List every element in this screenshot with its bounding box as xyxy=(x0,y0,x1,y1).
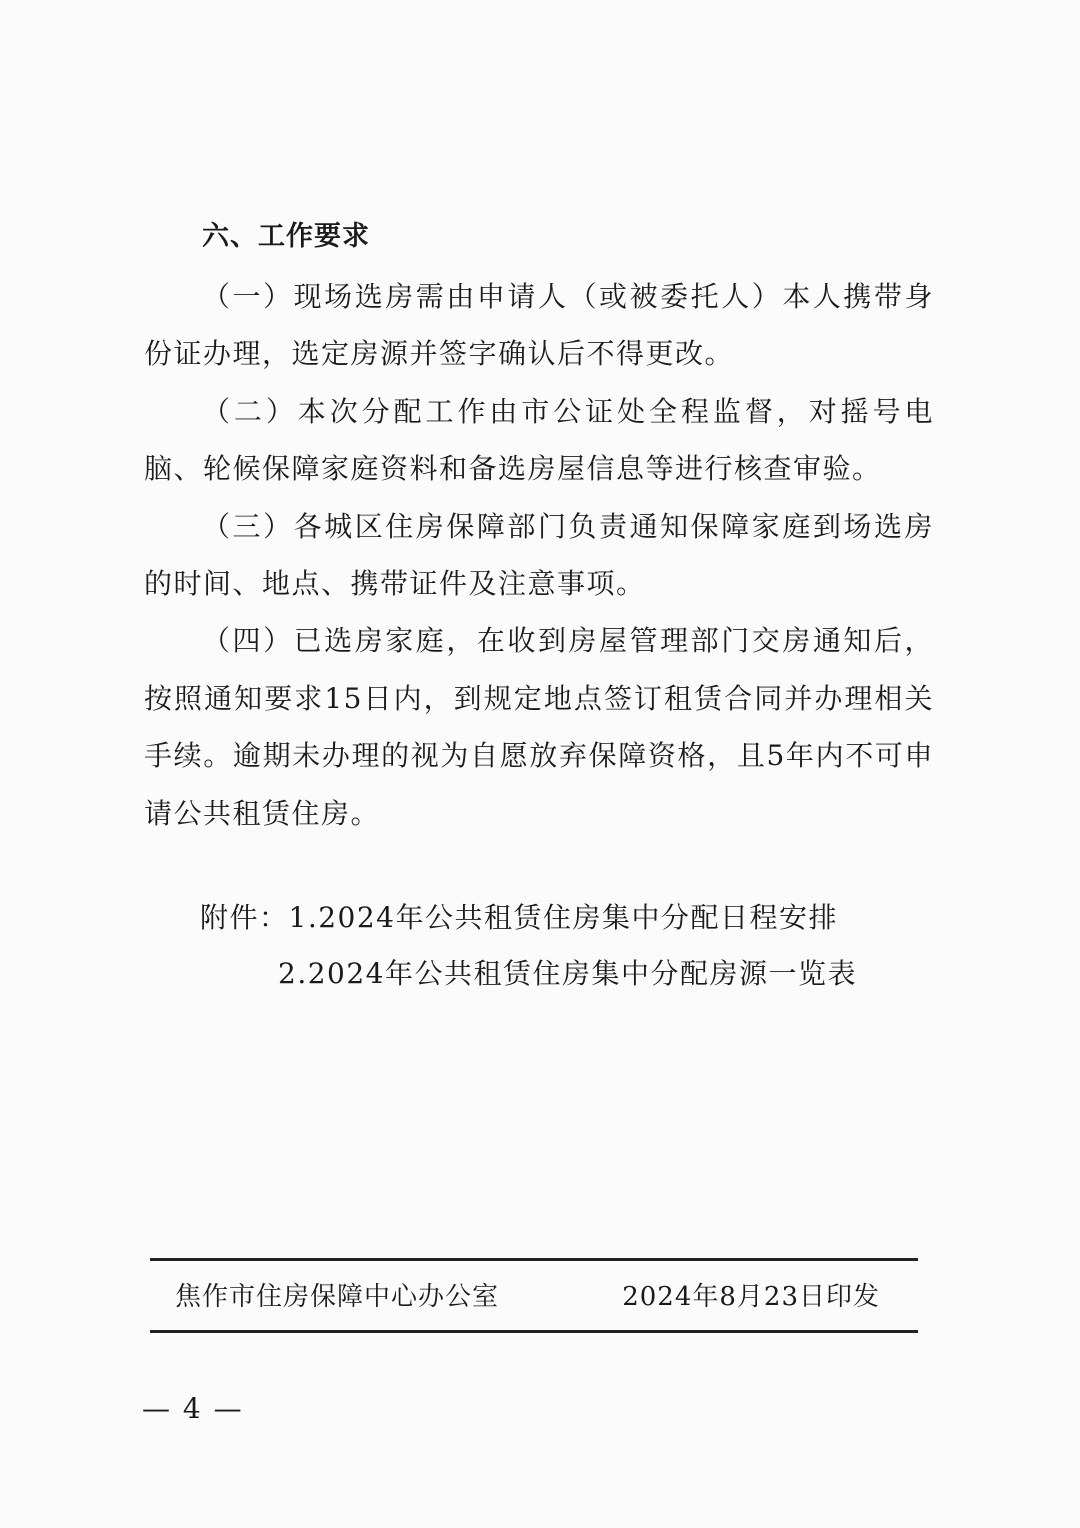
attachment-row-2 xyxy=(200,946,857,1002)
footer-rule-bottom xyxy=(150,1330,918,1333)
requirements-body xyxy=(144,268,934,842)
requirement-paragraph-2: （二）本次分配工作由市公证处全程监督，对摇号电脑、轮候保障家庭资料和备选房屋信息等进行核查审验。 xyxy=(144,394,934,486)
requirement-paragraph-1: （一）现场选房需由申请人（或被委托人）本人携带身份证办理，选定房源并签字确认后不得更改。 xyxy=(144,280,934,371)
section-heading: 六、工作要求 xyxy=(202,221,370,252)
requirement-paragraph-3: （三）各城区住房保障部门负责通知保障家庭到场选房的时间、地点、携带证件及注意事项。 xyxy=(144,509,934,601)
attachment-item-1: 1.2024年公共租赁住房集中分配日程安排 xyxy=(288,901,838,934)
footer-rule-top xyxy=(150,1258,918,1261)
attachments-label: 附件： xyxy=(200,901,289,934)
attachment-item-2: 2.2024年公共租赁住房集中分配房源一览表 xyxy=(278,957,857,990)
attachments-block xyxy=(200,890,857,1002)
issuer-name: 焦作市住房保障中心办公室 xyxy=(175,1282,500,1312)
requirement-paragraph-4: （四）已选房家庭，在收到房屋管理部门交房通知后，按照通知要求15日内，到规定地点签订租赁合同并办理相关手续。逾期未办理的视为自愿放弃保障资格，且5年内不可申请公共租赁住房。 xyxy=(144,624,934,830)
page-number: — 4 — xyxy=(142,1392,244,1425)
attachment-row-1 xyxy=(200,890,857,946)
issue-date: 2024年8月23日印发 xyxy=(622,1282,880,1312)
